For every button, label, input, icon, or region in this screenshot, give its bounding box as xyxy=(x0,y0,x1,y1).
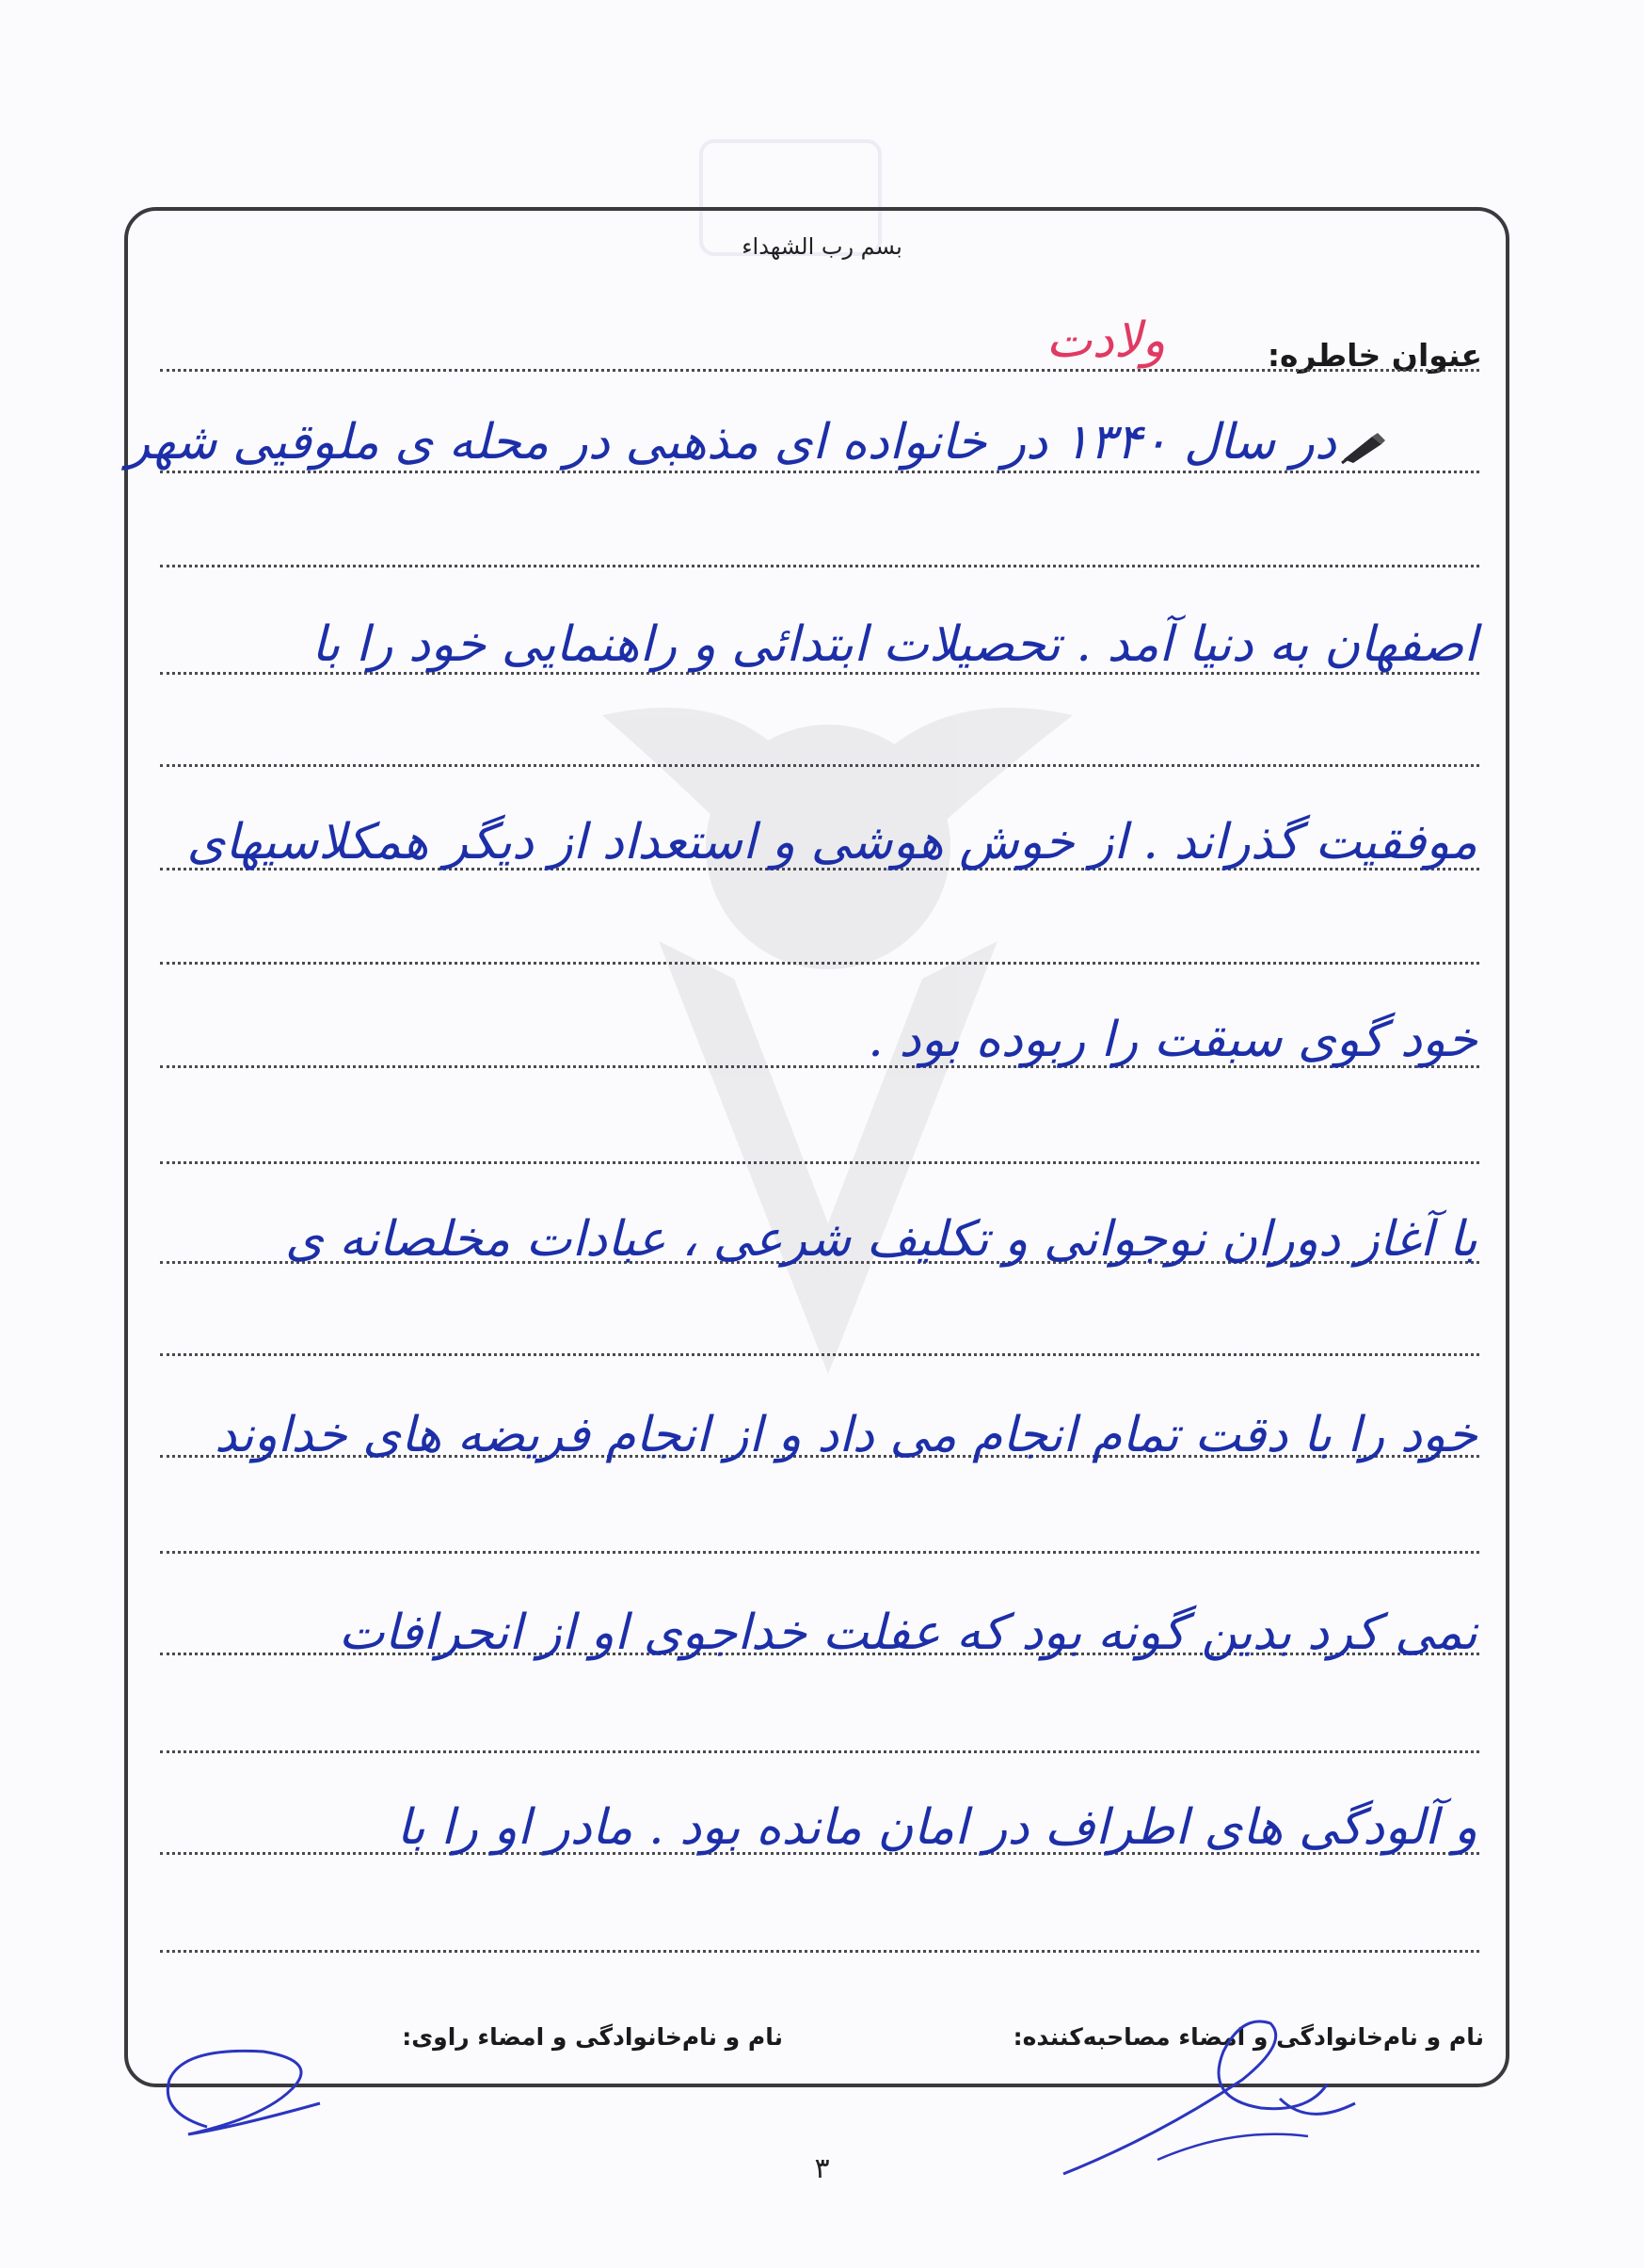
memoir-title-label: عنوان خاطره: xyxy=(1267,337,1482,374)
handwritten-line-2: اصفهان به دنیا آمد . تحصیلات ابتدائی و راهنمایی خود را با xyxy=(311,616,1477,673)
ruled-line xyxy=(160,1551,1479,1554)
handwritten-line-7: نمی کرد بدین گونه بود که عفلت خداجوی او از انحرافات xyxy=(338,1605,1477,1661)
handwritten-line-1: در سال ۱۳۴۰ در خانواده ای مذهبی در محله ی ملوقیی شهر xyxy=(126,414,1336,471)
ruled-line xyxy=(160,471,1479,473)
narrator-signature xyxy=(151,2023,339,2146)
page-number: ۳ xyxy=(814,2152,830,2185)
ruled-line xyxy=(160,369,1479,372)
ruled-line xyxy=(160,764,1479,767)
interviewer-signature-label: نام و نام‌خانوادگی و امضاء مصاحبه‌کننده: xyxy=(1013,2023,1484,2051)
ruled-line xyxy=(160,1950,1479,1953)
ruled-line xyxy=(160,565,1479,567)
handwritten-line-6: خود را با دقت تمام انجام می داد و از انجام فریضه های خداوند xyxy=(215,1407,1477,1463)
ruled-line xyxy=(160,1353,1479,1356)
narrator-signature-label: نام و نام‌خانوادگی و امضاء راوی: xyxy=(402,2023,783,2051)
ruled-line xyxy=(160,962,1479,965)
ruled-line xyxy=(160,1750,1479,1753)
handwritten-line-5: با آغاز دوران نوجوانی و تکلیف شرعی ، عبادات مخلصانه ی xyxy=(284,1211,1477,1268)
ruled-line xyxy=(160,1161,1479,1164)
memoir-title-value: ولادت xyxy=(1045,312,1166,369)
handwritten-line-8: و آلودگی های اطراف در امان مانده بود . مادر او را با xyxy=(396,1799,1477,1856)
handwritten-line-4: خود گوی سبقت را ربوده بود . xyxy=(868,1012,1477,1068)
pen-icon xyxy=(1340,431,1389,465)
handwritten-line-3: موفقیت گذراند . از خوش هوشی و استعداد از دیگر همکلاسیهای xyxy=(186,814,1477,870)
bismillah-heading: بسم رب الشهداء xyxy=(742,233,902,260)
